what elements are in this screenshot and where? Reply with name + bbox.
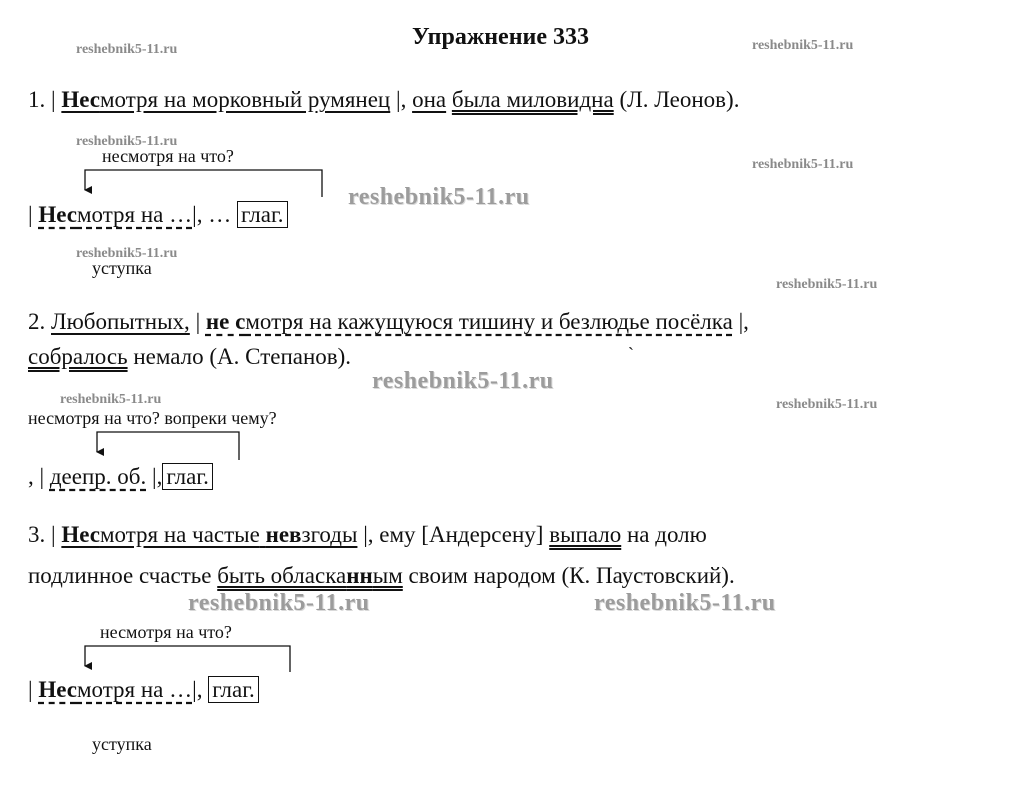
- subject: Любопытных,: [51, 309, 190, 334]
- watermark: reshebnik5-11.ru: [76, 246, 178, 261]
- noun: згоды: [301, 522, 358, 547]
- predicate: выпало: [549, 522, 622, 547]
- watermark-large: reshebnik5-11.ru: [348, 184, 530, 210]
- sentence-text: подлинное счастье: [28, 563, 212, 588]
- sentence-1: [28, 87, 739, 113]
- scheme-tail: |, …: [192, 202, 232, 227]
- preposition-phrase: мотря на морковный румянец: [99, 87, 391, 112]
- clause-bar: |: [195, 309, 201, 334]
- prefix-bold: нев: [265, 522, 302, 547]
- watermark: reshebnik5-11.ru: [776, 397, 878, 412]
- scheme-bar: |,: [152, 464, 163, 489]
- watermark: reshebnik5-11.ru: [776, 277, 878, 292]
- scheme-phrase: деепр. об.: [49, 464, 147, 489]
- watermark: reshebnik5-11.ru: [752, 157, 854, 172]
- prefix-bold: Нес: [38, 677, 77, 702]
- sentence-text: на долю: [626, 522, 707, 547]
- arrow-ex3: [85, 646, 290, 672]
- clause-bar: |: [51, 87, 56, 112]
- scheme-start: , |: [28, 464, 45, 489]
- prefix-bold: Нес: [61, 87, 100, 112]
- sentence-3-line1: [28, 522, 707, 548]
- predicate-end: ым: [372, 563, 403, 588]
- sentence-number: 1.: [28, 87, 46, 112]
- scheme-tail: |,: [192, 677, 203, 702]
- source: (Л. Леонов).: [619, 87, 740, 112]
- scheme-phrase: мотря на …: [76, 202, 193, 227]
- verb-box: глаг.: [237, 201, 288, 228]
- sentence-2-line2: [28, 344, 351, 370]
- suffix-bold: нн: [346, 563, 373, 588]
- scheme-phrase: мотря на …: [76, 677, 193, 702]
- predicate: собралось: [28, 344, 128, 369]
- scheme-label: уступка: [92, 258, 152, 278]
- arrow-ex2: [97, 432, 239, 460]
- scheme-2: [28, 464, 213, 490]
- scheme-1: | Несмотря на …|, … глаг.: [28, 202, 288, 228]
- arrow-ex1: [85, 170, 322, 197]
- scheme-3: | Несмотря на …|, глаг.: [28, 677, 259, 703]
- predicate: была миловидна: [451, 87, 614, 112]
- sentence-number: 3.: [28, 522, 46, 547]
- sentence-rest: немало (А. Степанов).: [133, 344, 352, 369]
- prefix-bold: Нес: [38, 202, 77, 227]
- prefix-bold: Нес: [61, 522, 100, 547]
- scheme-label: уступка: [92, 734, 152, 754]
- watermark-large: reshebnik5-11.ru: [372, 368, 554, 394]
- watermark: reshebnik5-11.ru: [76, 134, 178, 149]
- watermark: reshebnik5-11.ru: [752, 38, 854, 53]
- sentence-3-line2: [28, 563, 735, 589]
- clause-bar: |: [51, 522, 56, 547]
- clause-bar: |,: [738, 309, 749, 334]
- scheme-question: несмотря на что? вопреки чему?: [28, 408, 277, 428]
- sentence-2-line1: [28, 309, 749, 335]
- predicate: быть обласка: [217, 563, 347, 588]
- scheme-question: несмотря на что?: [100, 622, 232, 642]
- participle-phrase: мотря на кажущуюся тишину и безлюдье посёлка: [245, 309, 733, 334]
- watermark-large: reshebnik5-11.ru: [188, 590, 370, 616]
- preposition-phrase: мотря на частые: [99, 522, 260, 547]
- sentence-text: ему [Андерсену]: [379, 522, 544, 547]
- watermark: reshebnik5-11.ru: [76, 42, 178, 57]
- sentence-text: своим народом (К. Паустовский).: [408, 563, 735, 588]
- watermark: reshebnik5-11.ru: [60, 392, 162, 407]
- page-title: Упражнение 333: [412, 24, 590, 50]
- stray-mark: `: [628, 344, 634, 364]
- clause-bar: |,: [363, 522, 374, 547]
- prefix-bold: не с: [205, 309, 246, 334]
- verb-box: глаг.: [162, 463, 213, 490]
- watermark-large: reshebnik5-11.ru: [594, 590, 776, 616]
- scheme-question: несмотря на что?: [102, 146, 234, 166]
- clause-bar: |,: [395, 87, 407, 112]
- verb-box: глаг.: [208, 676, 259, 703]
- subject: она: [412, 87, 447, 112]
- sentence-number: 2.: [28, 309, 46, 334]
